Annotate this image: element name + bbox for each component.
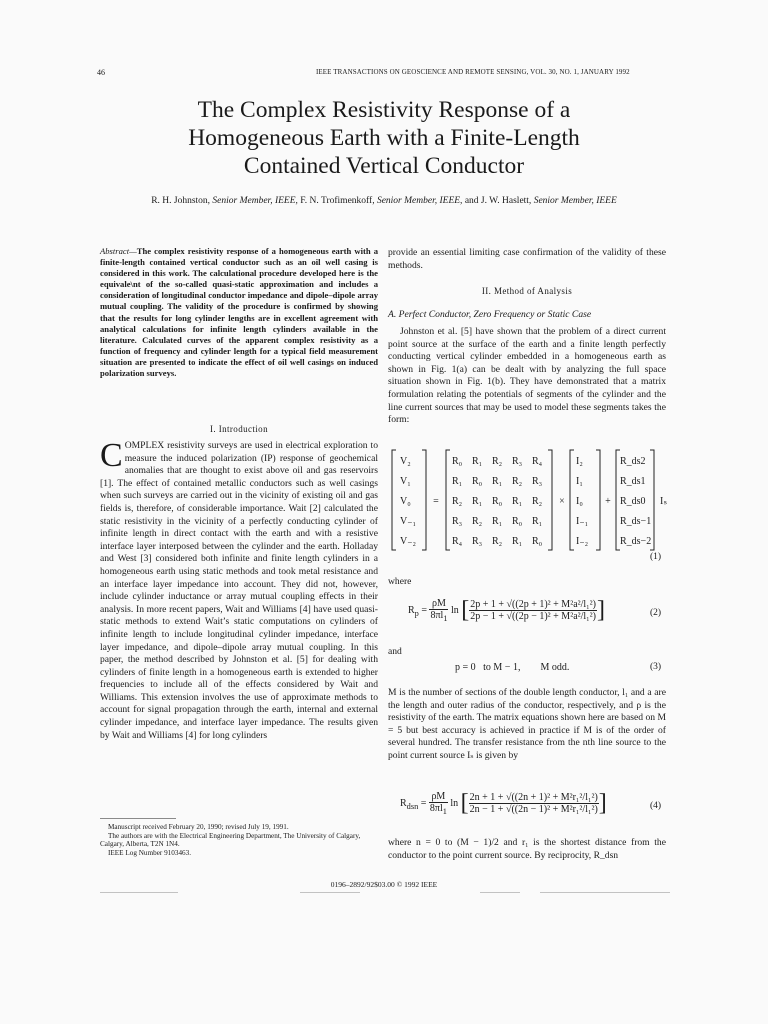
scan-mark-2 <box>300 892 360 893</box>
footnote <box>100 823 378 857</box>
equals-sign: = <box>433 496 439 507</box>
footnote-log-number: IEEE Log Number 9103463. <box>108 848 192 857</box>
eq4-coef-num: ρM <box>429 791 448 803</box>
v-bracket-left <box>392 450 396 550</box>
equation-number-3: (3) <box>650 662 662 672</box>
title-line-2: Homogeneous Earth with a Finite-Length <box>188 125 580 151</box>
i-bracket-left <box>570 450 574 550</box>
drop-cap: C <box>100 437 123 474</box>
footnote-affiliation: The authors are with the Electrical Engineering Department, The University of Calgary, Calgary, Alberta, T2N 1N4. <box>100 831 361 849</box>
equation-4: $R_{dsn}$ = $\frac{\rho M}{8\pi l_1}$ ln [ $\frac{\text{2n + 1 + √((2n + 1)² + M²r₁²/l₁²)}}{\text{2n − 1 + √((2n − 1)² + M²r₁²/l₁²)}}$ ] <box>400 790 607 816</box>
section-heading-introduction: I. Introduction <box>210 424 268 434</box>
eq2-numerator: 2p + 1 + √((2p + 1)² + M²a²/l₁²) <box>470 599 596 610</box>
where-1: where <box>388 576 412 587</box>
r-entry: R₄ <box>452 536 463 547</box>
section-heading-method: II. Method of Analysis <box>481 286 573 296</box>
r-entry: R₀ <box>512 516 523 527</box>
is-symbol: Iₛ <box>660 496 668 507</box>
rds-entry: R_ds2 <box>620 456 646 467</box>
v-entry: V₁ <box>400 476 411 487</box>
r-entry: R₃ <box>472 536 483 547</box>
eq4-coef-den-text: 8πl <box>429 803 443 814</box>
r-entry: R₂ <box>492 536 503 547</box>
abstract-text: The complex resistivity response of a homogeneous earth with a finite-length contained vertical conductor such as an oil well casing is considered in this work. The calculational procedure developed here is the equivale\nt of the so-called quasi-static approximation and includes a consideration of longitudinal conductor impedance and dipole–dipole array mutual coupling. The validity of the procedure is confirmed by showing that the results for long cylinder lengths are in excellent agreement with analytical calculations for infinite length cylinders available in the literature. Calculated curves of the apparent complex resistivity as a function of frequency and cylinder length for a typical field measurement situation are presented to indicate the effect of oil well casings on induced polarization surveys. <box>100 246 378 379</box>
rds-bracket-right <box>650 450 654 550</box>
copyright-line: 0196–2892/92$03.00 © 1992 IEEE <box>330 880 438 889</box>
r-entry: R₁ <box>532 516 543 527</box>
right-paragraph-0: provide an essential limiting case confirmation of the validity of these methods. <box>388 247 666 271</box>
author-1: R. H. Johnston, <box>151 196 211 206</box>
i-entry: I₋₂ <box>576 536 589 547</box>
scan-mark-1 <box>100 892 178 893</box>
r-entry: R₂ <box>512 476 523 487</box>
times-sign: × <box>559 496 565 507</box>
r-entry: R₀ <box>452 456 463 467</box>
page-number: 46 <box>97 68 105 77</box>
eq4-coefficient <box>429 791 448 816</box>
equation-2: $R_p$ = $\frac{\rho M}{8\pi l_1}$ ln [ $\frac{\text{2p + 1 + √((2p + 1)² + M²a²/l₁²)}}{\text{2p − 1 + √((2p − 1)² + M²a²/l₁²)}}$ ] <box>408 597 605 623</box>
eq4-numerator: 2n + 1 + √((2n + 1)² + M²r₁²/l₁²) <box>469 792 598 803</box>
author-list <box>100 196 668 206</box>
i-entry: I₀ <box>576 496 583 507</box>
r-entry: R₂ <box>452 496 463 507</box>
r-entry: R₄ <box>532 456 543 467</box>
r-entry: R₁ <box>492 516 503 527</box>
eq2-lhs: R <box>408 604 415 616</box>
scan-mark-4 <box>540 892 670 893</box>
author-3: and J. W. Haslett, <box>464 196 532 206</box>
author-2: F. N. Trofimenkoff, <box>300 196 375 206</box>
r-entry: R₀ <box>532 536 543 547</box>
right-paragraph-1: Johnston et al. [5] have shown that the problem of a direct current point source at the surface of the earth and a finite length perfectly conducting vertical cylinder embedded in a homogeneous earth as shown in Fig. 1(a) can be dealt with by analyzing the full space situation shown in Fig. 1(b). They have demonstrated that a matrix formulation relating the potentials of segments of the cylinder and the line current sources that may be used to model these segments takes the form: <box>388 326 666 426</box>
rds-entry: R_ds−1 <box>620 516 652 527</box>
r-bracket-left <box>446 450 450 550</box>
i-entry: I₋₁ <box>576 516 589 527</box>
title-line-3: Contained Vertical Conductor <box>243 153 525 179</box>
eq4-coef-den: $8\pi l_1$ <box>429 803 447 816</box>
eq2-fraction <box>469 599 597 622</box>
r-entry: R₂ <box>532 496 543 507</box>
abstract-lead: Abstract— <box>100 246 137 256</box>
paper-title <box>100 96 668 180</box>
equation-number-1: (1) <box>650 552 662 562</box>
v-entry: V₂ <box>400 456 411 467</box>
eq4-denominator: 2n − 1 + √((2n − 1)² + M²r₁²/l₁²) <box>469 804 598 815</box>
r-entry: R₁ <box>512 536 523 547</box>
r-entry: R₀ <box>492 496 503 507</box>
abstract <box>100 246 378 379</box>
author-3-role: Senior Member, IEEE <box>533 196 617 206</box>
scan-mark-3 <box>480 892 520 893</box>
eq2-coefficient <box>429 598 448 623</box>
r-entry: R₂ <box>472 516 483 527</box>
journal-header: IEEE TRANSACTIONS ON GEOSCIENCE AND REMOTE SENSING, VOL. 30, NO. 1, JANUARY 1992 <box>316 68 630 76</box>
r-entry: R₁ <box>512 496 523 507</box>
v-entry: V₋₁ <box>400 516 416 527</box>
introduction-text: OMPLEX resistivity surveys are used in electrical exploration to measure the induced polarization (IP) response of geochemical anomalies that are thought to exist above oil and gas reservoirs [1]. The effect of contained metallic conductors such as well casings when such surveys are carried out in the vicinity of existing oil and gas fields is, therefore, of considerable importance. Wait [2] calculated the static resistivity in the vicinity of a perfectly conducting cylinder of infinite length in direct contact with the earth and with a resistive interface layer interposed between the cylinder and the earth. Holladay and West [3] considered both infinite and finite length cylinders in a homogeneous earth using static methods and took metal resistance and an interface layer impedance into account. They did not, however, include cylinder inductance or array mutual coupling effects in their analysis. In more recent papers, Wait and Williams [4] have used quasi-static methods to extend Wait’s static computations on cylinders of infinite length to include longitudinal cylinder impedance, interface layer impedance, and dipole–dipole array mutual coupling. In this paper, the method described by Johnston et al. [5] for dealing with cylinders of finite length in a homogeneous earth is extended to higher frequencies to include all of the effects considered by Wait and Williams. This extension involves the use of approximate methods to account for signal propagation through the earth, internal and external cylinder impedance, and interface layer impedance. The results given by Wait and Williams [4] for long cylinders <box>100 440 378 741</box>
equation-number-4: (4) <box>650 801 662 811</box>
v-entry: V₀ <box>400 496 411 507</box>
footnote-rule <box>100 818 176 819</box>
eq2-coef-den-text: 8πl <box>430 610 444 621</box>
plus-sign: + <box>605 496 611 507</box>
right-paragraph-2: M is the number of sections of the double length conductor, l₁ and a are the length and outer radius of the conductor, respectively, and ρ is the resistivity of the earth. The matrix equations shown here are based on M = 5 but best accuracy is achieved in practice if M is of the order of several hundred. The transfer resistance from the nth line source to the point current source Iₛ is given by <box>388 687 666 761</box>
r-bracket-right <box>548 450 552 550</box>
author-1-role: Senior Member, IEEE, <box>212 196 298 206</box>
eq2-ln: ln <box>450 604 459 616</box>
author-2-role: Senior Member, IEEE, <box>376 196 463 206</box>
right-paragraph-3: where n = 0 to (M − 1)/2 and r₁ is the shortest distance from the conductor to the point current source. By reciprocity, R_dsn <box>388 837 666 861</box>
introduction-body <box>100 437 378 742</box>
r-entry: R₁ <box>492 476 503 487</box>
eq4-lhs-sub: dsn <box>406 801 419 811</box>
rds-entry: R_ds0 <box>620 496 646 507</box>
eq2-coef-den: $8\pi l_1$ <box>430 610 448 623</box>
r-entry: R₃ <box>532 476 543 487</box>
r-entry: R₁ <box>452 476 463 487</box>
equation-3: p = 0 to M − 1, M odd. <box>455 662 570 673</box>
equation-number-2: (2) <box>650 608 662 618</box>
r-entry: R₃ <box>452 516 463 527</box>
r-entry: R₃ <box>512 456 523 467</box>
eq2-denominator: 2p − 1 + √((2p − 1)² + M²a²/l₁²) <box>470 611 596 622</box>
r-entry: R₂ <box>492 456 503 467</box>
rds-entry: R_ds1 <box>620 476 646 487</box>
v-bracket-right <box>422 450 426 550</box>
i-bracket-right <box>596 450 600 550</box>
eq4-ln: ln <box>450 797 459 809</box>
eq4-fraction <box>469 792 599 815</box>
eq2-coef-num: ρM <box>429 598 448 610</box>
eq4-lhs: R <box>400 797 407 809</box>
matrix-equation-1 <box>392 449 668 558</box>
r-entry: R₁ <box>472 456 483 467</box>
r-entry: R₁ <box>472 496 483 507</box>
v-entry: V₋₂ <box>400 536 416 547</box>
and-connector: and <box>388 646 402 657</box>
eq2-lhs-sub: p <box>414 608 419 618</box>
r-entry: R₀ <box>472 476 483 487</box>
i-entry: I₁ <box>576 476 583 487</box>
i-entry: I₂ <box>576 456 583 467</box>
footnote-received: Manuscript received February 20, 1990; revised July 19, 1991. <box>108 823 289 831</box>
rds-entry: R_ds−2 <box>620 536 652 547</box>
matrix-equation-svg <box>392 449 668 553</box>
subsection-heading-a: A. Perfect Conductor, Zero Frequency or Static Case <box>388 309 592 320</box>
title-line-1: The Complex Resistivity Response of a <box>197 97 571 123</box>
